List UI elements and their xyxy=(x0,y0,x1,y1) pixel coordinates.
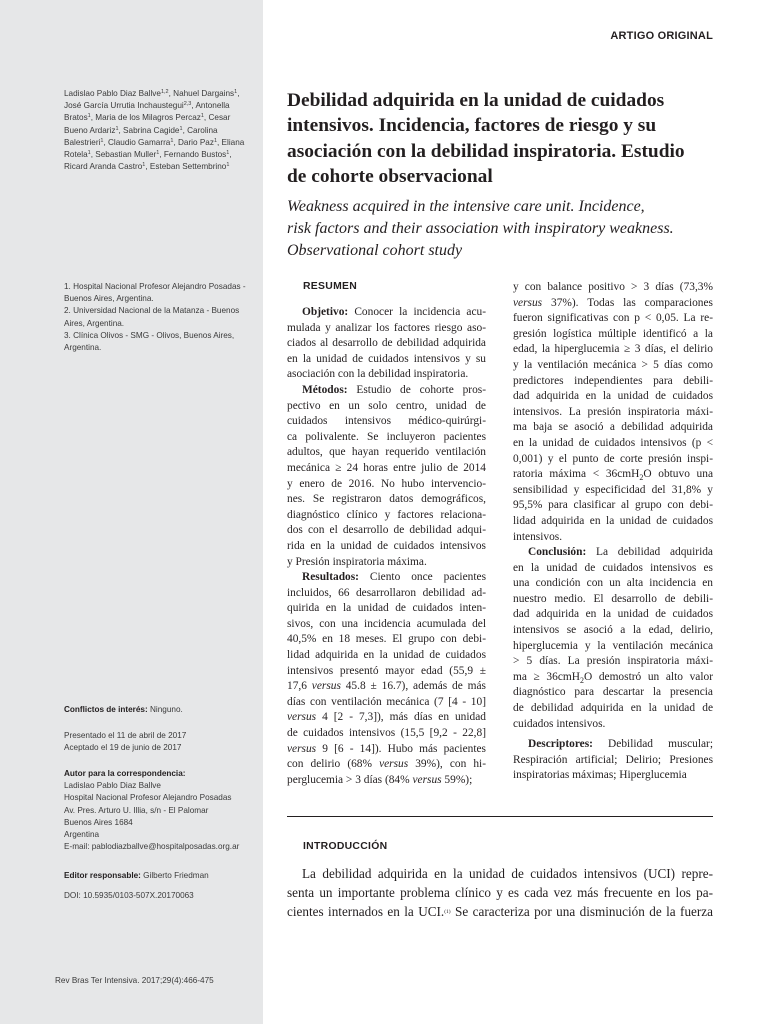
submitted-date: Presentado el 11 de abril de 2017 xyxy=(64,731,187,740)
abstract-line: incluidos, 66 desarrollaron debilidad ad- xyxy=(287,586,486,599)
abstract-line: cuidados intensivos. xyxy=(513,717,606,730)
editor-block xyxy=(64,870,254,882)
abstract-line: > 5 días. La presión inspiratoria máxi- xyxy=(513,655,713,668)
abstract-line: sivos, con una incidencia acumulada del xyxy=(287,617,486,630)
abstract-column-1 xyxy=(287,305,486,788)
affiliation-line: 1. Hospital Nacional Profesor Alejandro Posadas - xyxy=(64,282,246,291)
abstract-line: y enero de 2016. No hubo intervencio- xyxy=(287,477,486,490)
author-line: Balestrieri$^1$, Claudio Gamarra$^1$, Dario Paz$^1$, Eliana xyxy=(64,137,245,147)
abstract-line: diagnóstico para descartar la presencia xyxy=(513,686,713,699)
abstract-line: ca polivalente. Se incluyeron pacientes xyxy=(287,430,486,443)
abstract-line: mecánica ≥ 24 horas entre julio de 2014 xyxy=(287,461,486,474)
abstract-line: y la ventilación mecánica > 5 días como xyxy=(513,358,713,371)
abstract-line: ma ≥ 36cmH$_2$O demostró un alto valor xyxy=(513,670,713,685)
subtitle-line: Weakness acquired in the intensive care unit. Incidence, xyxy=(287,198,645,215)
abstract-line: Respiración artificial; Delirio; Presiones xyxy=(513,753,713,766)
affiliation-line: Buenos Aires, Argentina. xyxy=(64,294,154,304)
abstract-line: en la unidad de cuidados intensivos es xyxy=(513,561,713,574)
conflicts-label: Conflictos de interés: xyxy=(64,705,148,714)
abstract-line: días con ventilación mecánica (7 [4 - 10] xyxy=(287,695,486,708)
affiliation-line: Argentina. xyxy=(64,343,102,353)
article-subtitle-english xyxy=(287,196,727,262)
title-line: intensivos. Incidencia, factores de riesgo y su xyxy=(287,115,657,137)
section-divider xyxy=(287,816,713,817)
abstract-line: dos con el desarrollo de debilidad adqui- xyxy=(287,524,486,537)
abstract-line: y con balance positivo > 3 días (73,3% xyxy=(513,281,713,293)
title-line: de cohorte observacional xyxy=(287,166,493,188)
abstract-line: predictores independientes para debili- xyxy=(513,374,713,387)
abstract-line: una condición con un alta incidencia en xyxy=(513,577,713,590)
correspondence-line: Hospital Nacional Profesor Alejandro Posadas xyxy=(64,793,232,803)
abstract-line: 0,001) y el punto de corte presión inspi- xyxy=(513,452,713,465)
correspondence-label: Autor para la correspondencia: xyxy=(64,769,186,778)
abstract-line: Objetivo: Conocer la incidencia acu- xyxy=(302,306,486,318)
abstract-line: quirida en la unidad de cuidados inten- xyxy=(287,602,486,615)
introduction-text xyxy=(287,864,713,921)
author-line: Ricard Aranda Castro$^1$, Esteban Settembrino$^1$ xyxy=(64,162,230,172)
section-label: ARTIGO ORIGINAL xyxy=(610,30,713,42)
abstract-line: Descriptores: Debilidad muscular; xyxy=(528,738,713,751)
intro-line: senta un importante problema clínico y es cada vez más frecuente en los pa- xyxy=(287,885,713,900)
affiliation-line: Aires, Argentina. xyxy=(64,318,125,328)
abstract-line: Resultados: Ciento once pacientes xyxy=(302,571,486,584)
author-list xyxy=(64,88,254,173)
title-line: Debilidad adquirida en la unidad de cuidados xyxy=(287,90,665,111)
correspondence-line: Buenos Aires 1684 xyxy=(64,817,133,827)
abstract-line: asociación con la debilidad inspiratoria. xyxy=(287,368,469,381)
abstract-line: 95,5% para clasificar al grupo con debi- xyxy=(513,499,713,512)
conflicts-value: Ninguno. xyxy=(150,705,183,714)
abstract-line: perglucemia > 3 días (84% versus 59%); xyxy=(287,773,473,786)
abstract-line: en la unidad de cuidados intensivos y su xyxy=(287,352,486,365)
abstract-line: 40,5% en 18 meses. El grupo con debi- xyxy=(287,633,486,646)
abstract-line: en la unidad de cuidados intensivos (p < xyxy=(513,436,713,449)
intro-line: La debilidad adquirida en la unidad de cuidados intensivos (UCI) repre- xyxy=(302,866,713,881)
doi xyxy=(64,890,254,902)
author-line: Bueno Ardariz$^1$, Sabrina Cagide$^1$, Carolina xyxy=(64,125,218,135)
abstract-line: versus 4 [2 - 7,3]), más días en unidad xyxy=(287,711,486,724)
correspondence-line: Av. Pres. Arturo U. Illia, s/n - El Palomar xyxy=(64,805,209,815)
abstract-line: ratoria máxima < 36cmH$_2$O obtuvo una xyxy=(513,468,713,483)
resumen-heading: RESUMEN xyxy=(303,281,358,292)
author-line: Ladislao Pablo Diaz Ballve$^{1,2}$, Nahuel Dargains$^1$, xyxy=(64,89,240,98)
doi-link[interactable]: DOI: 10.5935/0103-507X.20170063 xyxy=(64,891,194,900)
abstract-line: con delirio (68% versus 39%), con hi- xyxy=(287,758,486,771)
abstract-line: 17,6 versus 45.8 ± 16.7), además de más xyxy=(287,680,486,693)
abstract-line: sensibilidad y especificidad del 31,8% y xyxy=(513,483,713,496)
abstract-line: Conclusión: La debilidad adquirida xyxy=(528,546,713,559)
abstract-line: versus 37%). Todas las comparaciones xyxy=(513,296,713,309)
abstract-line: de cuidados intensivos (15,5 [9,2 - 22,8] xyxy=(287,727,486,740)
submission-dates xyxy=(64,730,254,754)
correspondence-block xyxy=(64,768,254,853)
abstract-line: hiperglucemia y la ventilación mecánica xyxy=(513,639,713,652)
abstract-line: ma baja se asoció a debilidad adquirida xyxy=(513,421,713,434)
subtitle-line: risk factors and their association with inspiratory weakness. xyxy=(287,220,674,237)
introduction-heading: INTRODUCCIÓN xyxy=(303,841,388,852)
abstract-column-2 xyxy=(513,280,713,784)
abstract-line: rida en la unidad de cuidados intensivos xyxy=(287,539,486,552)
affiliation-line: 2. Universidad Nacional de la Matanza - Buenos xyxy=(64,306,240,316)
abstract-line: intensivos. xyxy=(513,530,563,543)
title-line: asociación con la debilidad inspiratoria. Estudio xyxy=(287,140,685,162)
abstract-line: versus 9 [6 - 14]). Hubo más pacientes xyxy=(287,742,486,755)
abstract-line: pectivo en un solo centro, unidad de xyxy=(287,399,486,412)
abstract-line: lidad adquirida en la unidad de cuidados xyxy=(287,649,486,662)
abstract-line: nuestro medio. El desarrollo de debili- xyxy=(513,592,713,605)
editor-value: Gilberto Friedman xyxy=(143,871,209,880)
correspondence-line: Argentina xyxy=(64,830,100,840)
abstract-line: intensivos. La presión inspiratoria máxi- xyxy=(513,405,713,418)
intro-line: cientes internados en la UCI.$^{(1)}$ Se caracteriza por una disminución de la fuerza xyxy=(287,904,713,919)
journal-citation: Rev Bras Ter Intensiva. 2017;29(4):466-475 xyxy=(55,976,214,985)
abstract-line: edad, la hiperglucemia ≥ 3 días, el delirio xyxy=(513,343,713,356)
abstract-line: ciados al desarrollo de debilidad adquirida xyxy=(287,337,486,350)
correspondence-line: Ladislao Pablo Diaz Ballve xyxy=(64,781,161,791)
author-line: José García Urrutia Inchaustegui$^{2,3}$, Antonella xyxy=(64,101,230,111)
author-line: Bratos$^1$, Maria de los Milagros Percaz$^1$, Cesar xyxy=(64,113,231,123)
abstract-line: gresión logística múltiple identificó a la xyxy=(513,327,713,340)
accepted-date: Aceptado el 19 de junio de 2017 xyxy=(64,743,182,753)
abstract-line: y Presión inspiratoria máxima. xyxy=(287,555,427,568)
abstract-line: de debilidad adquirida en la unidad de xyxy=(513,702,713,715)
abstract-line: dad adquirida en la unidad de cuidados xyxy=(513,608,713,621)
abstract-line: fueron significativas con p < 0,05. La re- xyxy=(513,312,713,325)
abstract-line: mulada y analizar los factores riesgo aso- xyxy=(287,321,486,334)
abstract-line: inspiratorias máximas; Hiperglucemia xyxy=(513,769,687,782)
abstract-line: dad adquirida en la unidad de cuidados xyxy=(513,390,713,403)
abstract-line: cuidados intensivos médico-quirúrgi- xyxy=(287,415,486,428)
affiliation-line: 3. Clínica Olivos - SMG - Olivos, Buenos Aires, xyxy=(64,330,235,340)
editor-label: Editor responsable: xyxy=(64,871,141,880)
abstract-line: Métodos: Estudio de cohorte pros- xyxy=(302,383,486,396)
abstract-line: nes. Se registraron datos demográficos, xyxy=(287,493,486,506)
abstract-line: intensivos se asoció a la edad, delirio, xyxy=(513,624,713,637)
conflicts-of-interest xyxy=(64,704,254,716)
abstract-line: intensivos presentó mayor edad (55,9 ± xyxy=(287,664,486,677)
subtitle-line: Observational cohort study xyxy=(287,242,463,259)
abstract-line: diagnóstico clínico y factores relaciona- xyxy=(287,508,486,521)
abstract-line: lidad adquirida en la unidad de cuidados xyxy=(513,514,713,527)
author-line: Rotela$^1$, Sebastian Muller$^1$, Fernando Bustos$^1$, xyxy=(64,150,232,160)
abstract-line: adultos, que hayan requerido ventilación xyxy=(287,446,486,459)
affiliation-list xyxy=(64,281,254,354)
correspondence-line: E-mail: pablodiazballve@hospitalposadas.org.ar xyxy=(64,842,240,852)
article-title xyxy=(287,88,727,190)
